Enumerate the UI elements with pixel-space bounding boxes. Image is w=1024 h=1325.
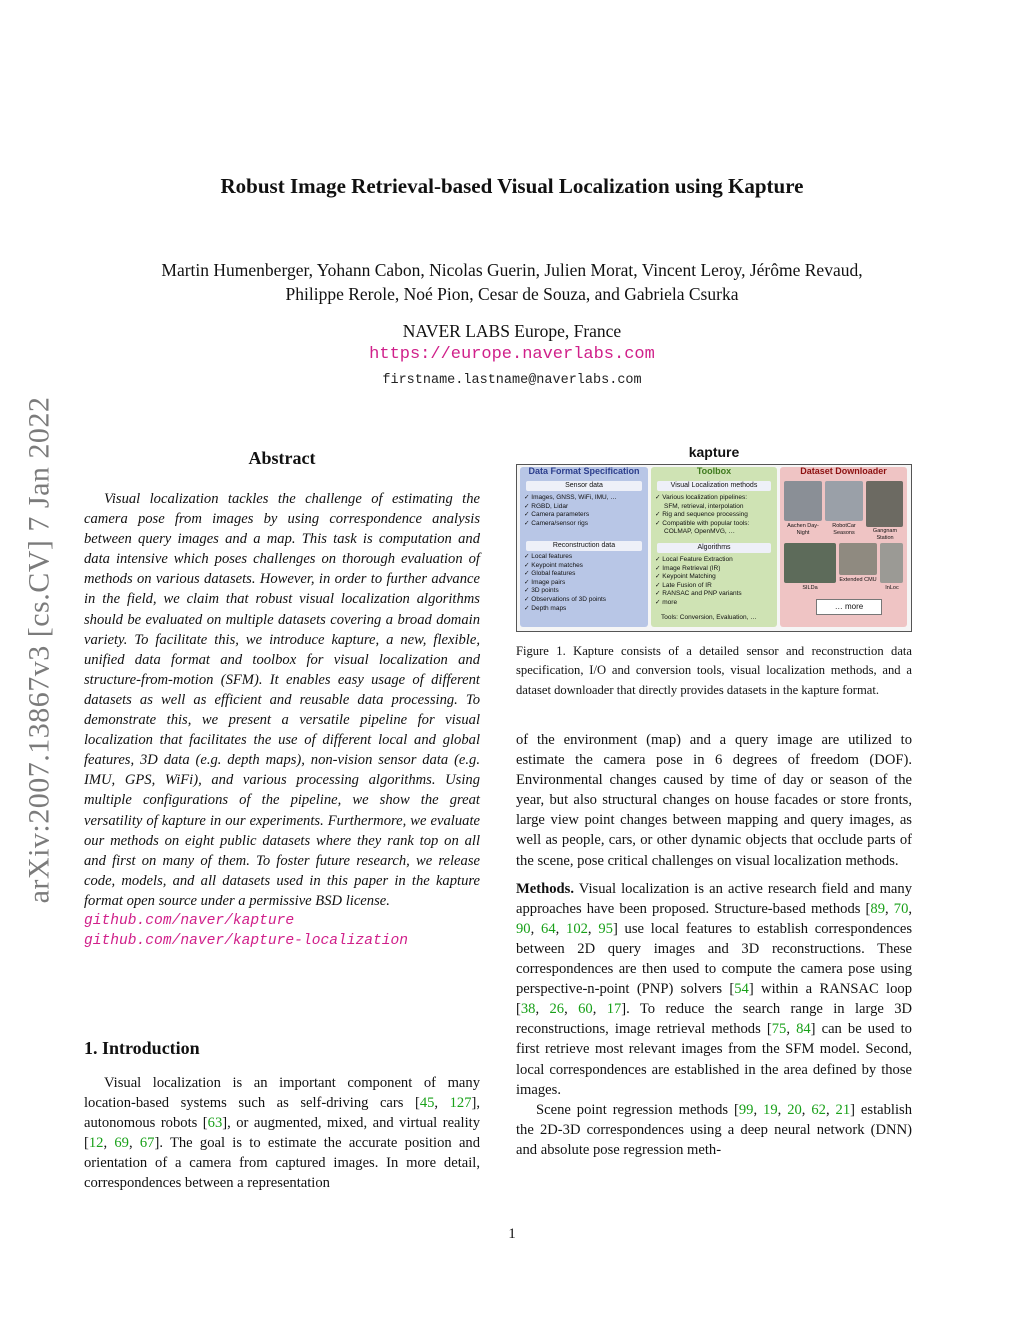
intro-paragraph: Visual localization is an important component of many location-based systems such as self-driving cars [45, 127], autonomous robots [63], or augmented, mixed, and virtual reality [12, 69, 67]. The goal is to estimate the accurate position and orientation of a camera from captured images. In more detail, correspondences between a representation — [84, 1075, 481, 1192]
recon-item-label: Depth maps — [531, 604, 567, 612]
recon-item-label: Keypoint matches — [531, 561, 583, 569]
citation-link[interactable]: 99 — [738, 1101, 754, 1118]
abstract-body — [84, 489, 480, 951]
dataset-label: SILDa — [802, 585, 818, 591]
recon-item: ✓ Local features — [524, 553, 573, 560]
algorithm-item: ✓ Image Retrieval (IR) — [655, 564, 721, 572]
figure-frame — [516, 464, 912, 632]
recon-item: ✓ Depth maps — [524, 604, 567, 612]
reconstruction-data-heading: Reconstruction data — [526, 541, 642, 551]
algorithm-item-label: RANSAC and PNP variants — [662, 590, 742, 598]
abstract-heading: Abstract — [248, 448, 316, 468]
algorithm-item: ✓ Keypoint Matching — [655, 573, 716, 581]
dataset-thumbnail-cmu — [839, 543, 877, 575]
email-address: firstname.lastname@naverlabs.com — [382, 373, 642, 388]
recon-item: ✓ Global features — [524, 570, 576, 578]
citation-link[interactable]: 90 — [516, 920, 531, 937]
text-run: ] use local features to establish correspondences between 2D query images and 3D reconstructions. These correspondences are then used to compute the camera pose using perspective-n-point (PNP) solvers [ — [516, 920, 913, 998]
dataset-thumbnail-robotcar — [825, 481, 863, 521]
toolbox-heading: Toolbox — [696, 466, 732, 476]
dataset-label: Extended CMU — [839, 577, 877, 583]
more-datasets-button: … more — [816, 599, 882, 615]
affiliation: NAVER LABS Europe, France — [402, 321, 622, 341]
dataset-label: InLoc — [885, 585, 899, 591]
recon-item-label: 3D points — [531, 587, 559, 595]
figure-caption: Figure 1. Kapture consists of a detailed sensor and reconstruction data specification, I/O and conversion tools, visual localization methods, and a dataset downloader that directly provides datasets in the kapture format. — [516, 644, 912, 697]
text-run: Visual localization is an active research field and many approaches have been proposed. Structure-based methods [ — [516, 880, 912, 917]
intro-continued-paragraph: of the environment (map) and a query image are utilized to estimate the camera pose in 6 degrees of freedom (DOF). Environmental changes caused by time of day or season of the year, but also structural changes on house facades or store fronts, large view point changes between mapping and query images, as well as people, cars, or other dynamic objects that occlude parts of the scene, pose critical challenges on visual localization methods. — [516, 732, 912, 869]
sensor-item: ✓ Camera/sensor rigs — [524, 519, 588, 527]
citation-link[interactable]: 20 — [787, 1101, 802, 1118]
recon-item-label: Observations of 3D points — [531, 596, 607, 603]
tools-line: Tools: Conversion, Evaluation, … — [661, 614, 757, 621]
vl-item: ✓ Compatible with popular tools: — [655, 519, 750, 527]
vl-item-label: Rig and sequence processing — [662, 511, 748, 519]
arxiv-identifier: arXiv:2007.13867v3 [cs.CV] 7 Jan 2022 — [22, 396, 55, 904]
citation-link[interactable]: 84 — [796, 1021, 811, 1038]
algorithm-item-label: Image Retrieval (IR) — [662, 564, 721, 572]
author-line-2: Philippe Rerole, Noé Pion, Cesar de Souza, and Gabriela Csurka — [285, 284, 739, 304]
data-format-heading: Data Format Specification — [528, 466, 640, 476]
algorithm-item-label: Local Feature Extraction — [662, 556, 733, 563]
dataset-thumbnail-silda — [784, 543, 836, 583]
sensor-item-label: Camera parameters — [531, 511, 590, 519]
citation-link[interactable]: 19 — [763, 1101, 778, 1118]
vl-item-label: COLMAP, OpenMVG, … — [664, 528, 736, 536]
dataset-label: Aachen Day-Night — [787, 523, 819, 536]
sensor-item-label: RGBD, Lidar — [531, 502, 569, 510]
citation-link[interactable]: 75 — [771, 1021, 787, 1038]
text-run: Visual localization is an important component of many location-based systems such as self-driving cars [ — [84, 1075, 480, 1112]
citation-link[interactable]: 67 — [139, 1135, 155, 1152]
text-run: ], autonomous robots [ — [84, 1095, 481, 1132]
vl-item-label: Compatible with popular tools: — [662, 519, 750, 527]
text-run: ]. To reduce the search range in large 3D reconstructions, image retrieval methods [ — [516, 1001, 913, 1038]
citation-link[interactable]: 63 — [207, 1115, 223, 1132]
abstract-text: Visual localization tackles the challenge of estimating the camera pose from images by using correspondence analysis between query images and a map. This task is computation and data intensive which poses challenges on thorough evaluation of methods on various datasets. However, in order to further advance in the field, we claim that robust visual localization algorithms should be evaluated on multiple datasets covering a broad domain variety. To facilitate this, we introduce kapture, a new, flexible, unified data format and toolbox for visual localization and structure-from-motion (SFM). It enables easy usage of different datasets as well as efficient and reusable data processing. To demonstrate this, we present a versatile pipeline for visual localization that facilitates the use of different local and global features, 3D data (e.g. depth maps), non-vision sensor data (e.g. IMU, GPS, WiFi), and various processing algorithms. Using multiple configurations of the pipeline, we show the great versatility of kapture in our experiments. Furthermore, we evaluate our methods on eight public datasets where they rank top on all and first on many of them. To foster future research, we release code, models, and all datasets used in this paper in the kapture format open source under a permissive BSD license. — [84, 491, 480, 909]
citation-link[interactable]: 70 — [893, 900, 909, 917]
sensor-item: ✓ Images, GNSS, WiFi, IMU, … — [524, 494, 617, 501]
vl-item: ✓ Various localization pipelines: — [655, 494, 748, 501]
citation-link[interactable]: 45 — [419, 1095, 435, 1112]
algorithm-item: ✓ more — [655, 599, 678, 606]
recon-item: ✓ Keypoint matches — [524, 561, 583, 569]
right-column-text — [516, 730, 912, 1160]
sensor-item-label: Images, GNSS, WiFi, IMU, … — [531, 494, 617, 501]
citation-link[interactable]: 127 — [449, 1095, 472, 1112]
text-run: ] establish the 2D-3D correspondences using a deep neural network (DNN) and absolute pose regression meth- — [516, 1101, 912, 1158]
citation-link[interactable]: 38 — [520, 1001, 536, 1018]
vl-item: ✓ Rig and sequence processing — [655, 511, 748, 519]
recon-item-label: Image pairs — [531, 578, 566, 586]
arxiv-identifier-sidebar — [16, 366, 62, 934]
text-run: ] within a RANSAC loop [ — [516, 981, 912, 1018]
vl-methods-heading: Visual Localization methods — [657, 481, 771, 491]
citation-link[interactable]: 95 — [598, 920, 613, 937]
figure-1 — [516, 444, 912, 632]
page-number: 1 — [508, 1226, 516, 1242]
sensor-data-heading: Sensor data — [526, 481, 642, 491]
algorithm-item: ✓ RANSAC and PNP variants — [655, 590, 742, 598]
vl-item — [664, 528, 735, 537]
scene-regression-paragraph: Scene point regression methods [99, 19, 20, 62, 21] establish the 2D-3D correspondences using a deep neural network (DNN) and absolute pose regression meth- — [516, 1101, 912, 1158]
text-run: ]. The goal is to estimate the accurate position and orientation of a camera from captured images. In more detail, correspondences between a representation — [84, 1135, 481, 1192]
citation-link[interactable]: 12 — [88, 1135, 104, 1152]
paper-title: Robust Image Retrieval-based Visual Localization using Kapture — [220, 174, 804, 198]
methods-paragraph: Methods. Visual localization is an active research field and many approaches have been proposed. Structure-based methods [89, 70, 90, 64, 102, 95] use local features to establish correspondences between 2D query images and 3D reconstructions. These correspondences are then used to compute the camera pose using perspective-n-point (PNP) solvers [54] within a RANSAC loop [38, 26, 60, 17]. To reduce the search range in large 3D reconstructions, image retrieval methods [75, 84] can be used to first retrieve most relevant images from the SFM model. Second, local correspondences are established in the area defined by those images. — [516, 880, 913, 1098]
citation-link[interactable]: 69 — [114, 1135, 129, 1152]
citation-link[interactable]: 89 — [870, 900, 885, 917]
citation-link[interactable]: 17 — [606, 1001, 622, 1018]
vl-item-label: SFM, retrieval, interpolation — [664, 502, 744, 510]
dataset-thumbnail-gangnam — [866, 481, 903, 527]
vl-item-label: Various localization pipelines: — [662, 494, 748, 501]
section-heading-introduction: 1. Introduction — [84, 1038, 200, 1058]
algorithm-item: ✓ Late Fusion of IR — [655, 581, 712, 589]
citation-link[interactable]: 21 — [835, 1101, 851, 1118]
data-format-panel — [520, 467, 648, 627]
text-run: ], or augmented, mixed, and virtual reality [ — [84, 1115, 480, 1152]
citation-link[interactable]: 26 — [549, 1001, 565, 1018]
dataset-label: RobotCar Seasons — [832, 523, 856, 536]
sensor-item-label: Camera/sensor rigs — [531, 519, 588, 527]
author-list — [90, 258, 934, 306]
vl-item — [664, 503, 743, 512]
dataset-thumbnail-aachen — [784, 481, 822, 521]
algorithm-item: ✓ Local Feature Extraction — [655, 556, 733, 563]
algorithm-item-label: Keypoint Matching — [662, 573, 716, 581]
algorithm-item-label: more — [662, 599, 678, 606]
citation-link[interactable]: 54 — [734, 981, 749, 998]
recon-item: ✓ Observations of 3D points — [524, 596, 607, 603]
dataset-downloader-panel — [780, 467, 907, 627]
citation-link[interactable]: 62 — [811, 1101, 826, 1118]
methods-label: Methods. — [516, 880, 574, 897]
recon-item: ✓ Image pairs — [524, 578, 566, 586]
sensor-item: ✓ RGBD, Lidar — [524, 502, 569, 510]
recon-item-label: Local features — [531, 553, 573, 560]
citation-link[interactable]: 102 — [566, 920, 588, 937]
dataset-label: Gangnam Station — [872, 528, 898, 541]
sensor-item: ✓ Camera parameters — [524, 511, 590, 519]
text-run: ] can be used to first retrieve most relevant images from the SFM model. Second, local correspondences are established in the area defined by those images. — [516, 1021, 912, 1098]
introduction-text — [84, 1073, 480, 1194]
recon-item-label: Global features — [531, 570, 576, 578]
algorithms-heading: Algorithms — [657, 543, 771, 553]
author-line-1: Martin Humenberger, Yohann Cabon, Nicolas Guerin, Julien Morat, Vincent Leroy, Jérôme Revaud, — [161, 260, 863, 280]
kapture-repo-link[interactable]: github.com/naver/kapture — [84, 912, 295, 929]
figure-title: kapture — [688, 444, 740, 460]
dataset-downloader-heading: Dataset Downloader — [800, 466, 887, 476]
dataset-thumbnail-inloc — [880, 543, 903, 583]
recon-item: ✓ 3D points — [524, 587, 559, 595]
kapture-localization-repo-link[interactable]: github.com/naver/kapture-localization — [84, 933, 409, 950]
toolbox-panel — [651, 467, 777, 627]
algorithm-item-label: Late Fusion of IR — [662, 581, 712, 589]
citation-link[interactable]: 64 — [541, 920, 556, 937]
website-link[interactable]: https://europe.naverlabs.com — [369, 345, 655, 364]
text-run: Scene point regression methods [ — [536, 1101, 739, 1118]
citation-link[interactable]: 60 — [578, 1001, 593, 1018]
